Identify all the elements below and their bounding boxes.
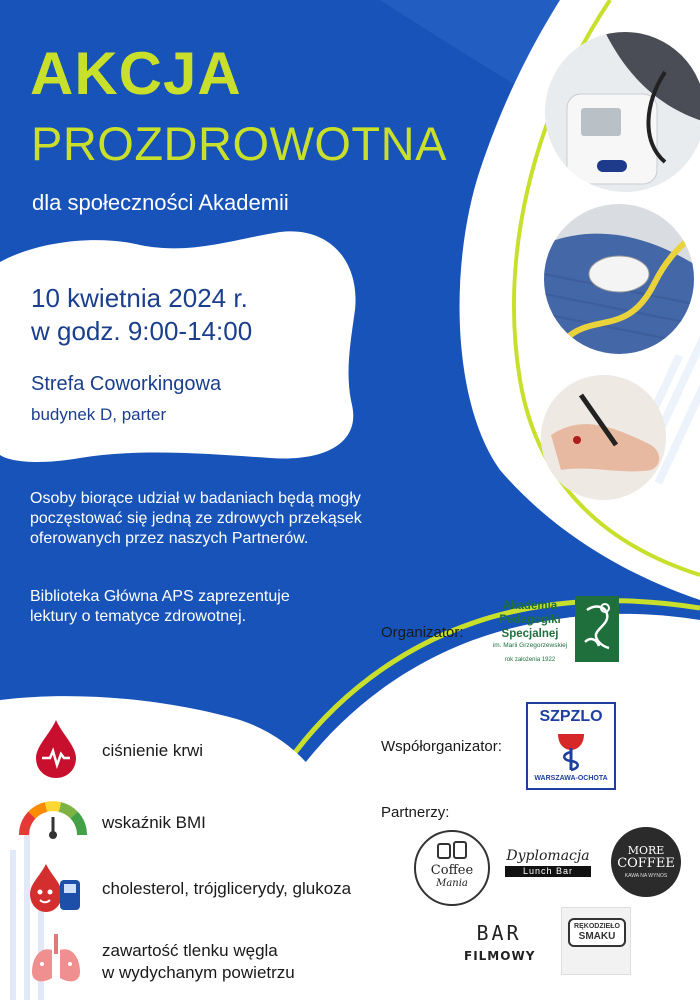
info-line: poczęstować się jedną ze zdrowych przekąsek	[30, 510, 362, 527]
lungs-icon	[26, 932, 86, 988]
health-item-blood-tests: cholesterol, trójglicerydy, glukoza	[102, 879, 352, 898]
szpzlo-logo	[526, 702, 616, 790]
info-paragraph-snacks	[30, 489, 420, 549]
partner-name: MORE	[627, 844, 665, 857]
health-item-line: zawartość tlenku węgla	[102, 941, 278, 960]
szpzlo-logo-location: WARSZAWA-OCHOTA	[534, 775, 608, 782]
bmi-gauge-icon	[18, 797, 88, 843]
coffee-cup-icon	[436, 840, 468, 862]
event-hours: w godz. 9:00-14:00	[31, 316, 253, 346]
health-item-line: w wydychanym powietrzu	[102, 963, 295, 982]
partners-label: Partnerzy:	[381, 804, 450, 821]
photo-glucose-test	[541, 375, 666, 500]
partner-logo-rekodzielo-smaku	[561, 907, 631, 975]
aps-logo	[487, 596, 632, 668]
aps-emblem-icon	[575, 596, 619, 662]
partner-badge	[568, 918, 626, 947]
aps-logo-line: Akademia	[502, 600, 558, 612]
event-date: 10 kwietnia 2024 r.	[31, 283, 248, 313]
info-line: lektury o tematyce zdrowotnej.	[30, 608, 247, 625]
info-line: Biblioteka Główna APS zaprezentuje	[30, 588, 290, 605]
blood-drop-icon	[32, 718, 80, 780]
aps-logo-patron: im. Marii Grzegorzewskiej	[492, 642, 568, 649]
aps-logo-line: Specjalnej	[501, 628, 559, 640]
coorganizer-label: Współorganizator:	[381, 738, 502, 755]
partner-name-sub: FILMOWY	[464, 949, 536, 963]
partner-logo-coffee-mania	[414, 830, 490, 906]
photo-blood-pressure-monitor	[545, 32, 700, 192]
subtitle: dla społeczności Akademii	[32, 190, 289, 215]
event-place: Strefa Coworkingowa	[31, 373, 222, 395]
event-building: budynek D, parter	[31, 405, 167, 424]
partner-name-sub: COFFEE	[617, 856, 675, 871]
photo-scale-and-tape	[544, 204, 694, 354]
partner-name-sub: SMAKU	[578, 931, 616, 942]
caduceus-icon	[554, 728, 588, 772]
partner-name: Coffee	[430, 863, 474, 878]
aps-logo-name	[487, 599, 573, 641]
partner-name: BAR	[476, 921, 522, 945]
health-item-bmi: wskaźnik BMI	[102, 813, 206, 832]
partner-logo-dyplomacja	[505, 848, 591, 882]
title-prozdrowotna: PROZDROWOTNA	[31, 117, 447, 170]
health-item-blood-pressure: ciśnienie krwi	[102, 741, 204, 760]
partner-name-sub: Lunch Bar	[505, 866, 591, 877]
health-item-carbon-monoxide	[102, 940, 295, 984]
aps-logo-line: Pedagogiki	[499, 614, 561, 626]
partner-tagline: KAWA NA WYNOS	[624, 873, 668, 879]
aps-logo-year: rok założenia 1922	[504, 657, 556, 663]
title-akcja: AKCJA	[30, 40, 242, 107]
info-line: oferowanych przez naszych Partnerów.	[30, 530, 309, 547]
blood-test-icon	[26, 860, 84, 916]
partner-name: RĘKODZIEŁO	[574, 923, 620, 930]
partner-logo-bar-filmowy	[464, 922, 534, 968]
partner-name: Dyplomacja	[506, 848, 590, 864]
info-paragraph-library	[30, 587, 420, 627]
info-line: Osoby biorące udział w badaniach będą mogły	[30, 490, 361, 507]
szpzlo-logo-name: SZPZLO	[539, 708, 603, 725]
organizer-label: Organizator:	[381, 624, 464, 641]
partner-logo-more-coffee	[611, 827, 681, 897]
partner-name-sub: Mania	[436, 878, 468, 889]
